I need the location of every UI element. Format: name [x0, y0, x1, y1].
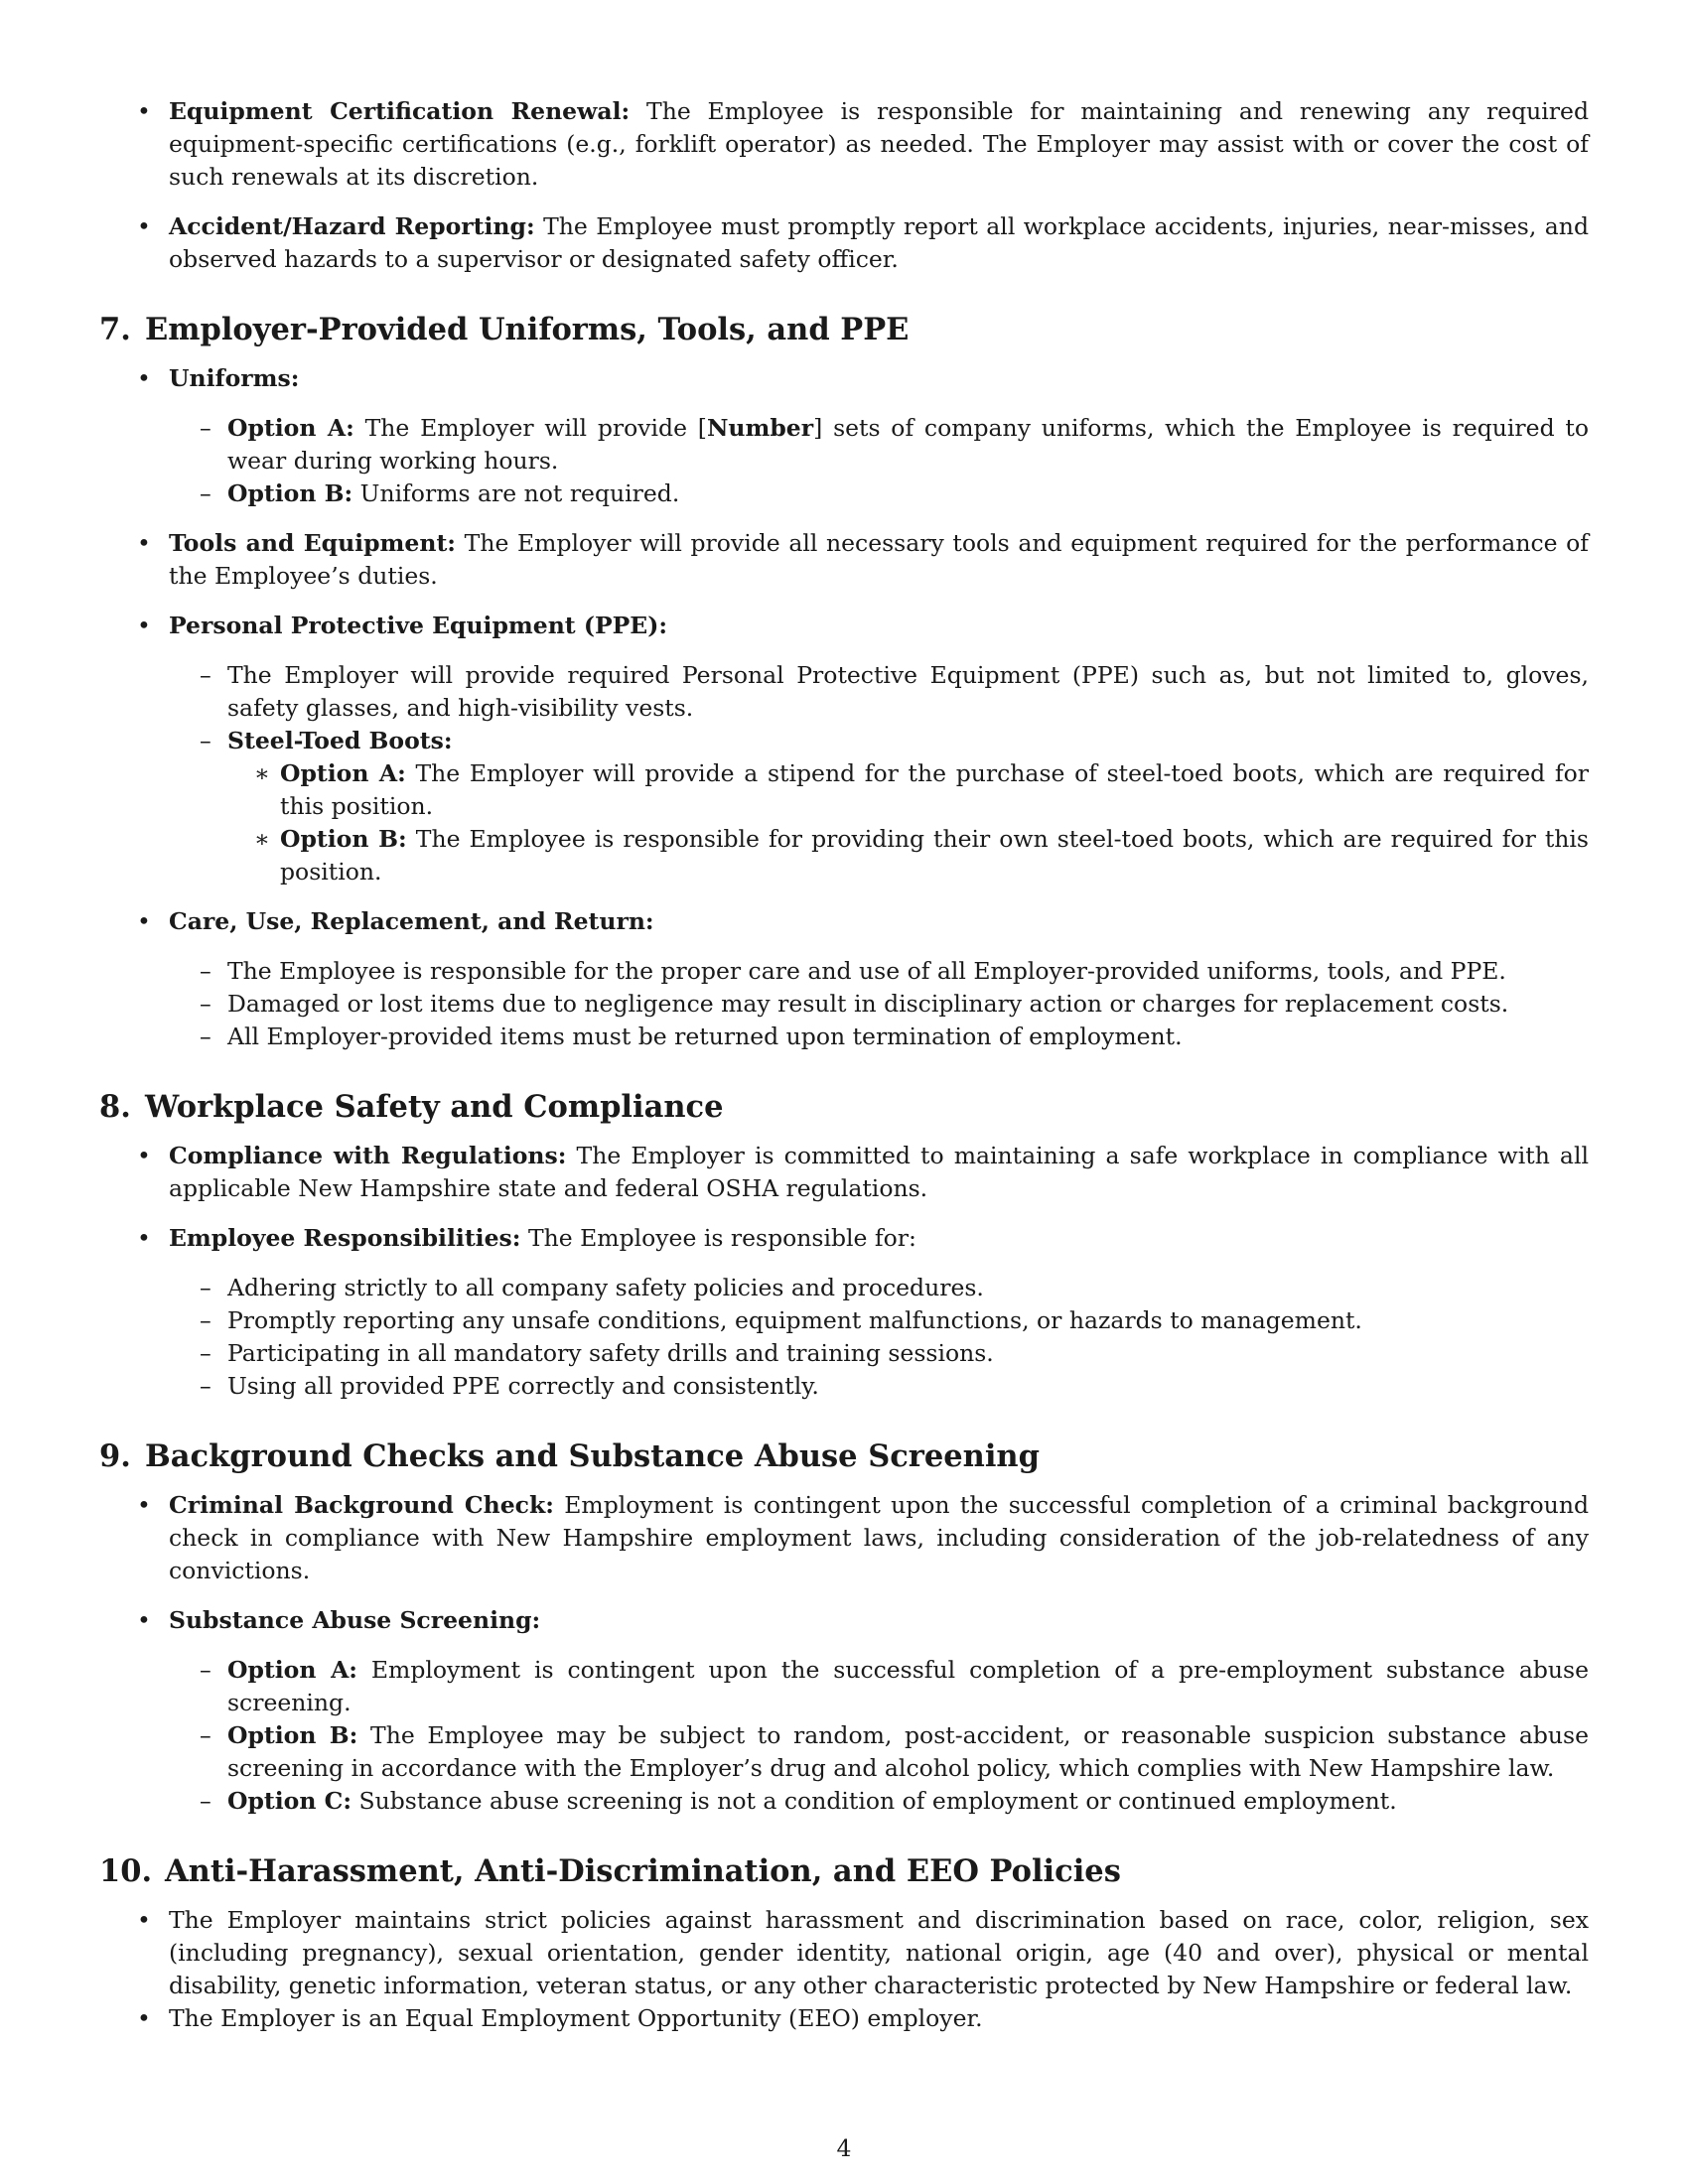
item-text: The Employer is committed to maintaining a safe workplace in compliance with all applicable New Hampshire state and federal OSHA regulations. [169, 1142, 1589, 1202]
intro-list [99, 95, 1589, 276]
sub-list-item [169, 1654, 1589, 1719]
sub-list-item [169, 1785, 1589, 1818]
option-text: Employment is contingent upon the successful completion of a pre-employment substance abuse screening. [227, 1656, 1589, 1716]
list-item: • The Employer is an Equal Employment Opportunity (EEO) employer. [99, 2002, 1589, 2035]
sub-list-item: – All Employer-provided items must be returned upon termination of employment. [169, 1021, 1589, 1053]
section-title: Background Checks and Substance Abuse Screening [145, 1438, 1040, 1474]
document-page [99, 95, 1589, 2035]
section-title: Workplace Safety and Compliance [145, 1089, 724, 1125]
sub-sub-list [227, 757, 1589, 888]
item-title: Uniforms: [169, 364, 300, 392]
option-text: Substance abuse screening is not a condition of employment or continued employment. [358, 1787, 1397, 1815]
option-label: Option C: [227, 1787, 352, 1815]
sub-list-item [169, 478, 1589, 510]
sub-list-item [169, 659, 1589, 725]
section-number: 9. [99, 1438, 131, 1474]
item-title: Criminal Background Check: [169, 1491, 554, 1519]
sub-list-item: – Damaged or lost items due to negligence may result in disciplinary action or charges for replacement costs. [169, 988, 1589, 1021]
section-heading-8 [99, 1087, 1589, 1127]
placeholder-field: Number [706, 414, 814, 442]
list-item [99, 1140, 1589, 1205]
sub-list [169, 955, 1589, 1053]
section-number: 10. [99, 1853, 153, 1889]
section-number: 7. [99, 312, 131, 347]
option-label: Option A: [227, 1656, 357, 1684]
sub-list-item [169, 1719, 1589, 1785]
list-item [99, 210, 1589, 276]
sub-list-item: – Adhering strictly to all company safety policies and procedures. [169, 1272, 1589, 1304]
section-8-list [99, 1140, 1589, 1403]
item-title: Employee Responsibilities: [169, 1224, 521, 1252]
list-item [99, 362, 1589, 510]
item-text: The Employer will provide all necessary tools and equipment required for the performance of the Employee’s duties. [169, 529, 1590, 590]
list-item [99, 905, 1589, 1053]
item-text: Employment is contingent upon the successful completion of a criminal background check in compliance with New Hampshire employment laws, including consideration of the job-relatedness of any convictions. [169, 1491, 1589, 1584]
sub-list-item [169, 725, 1589, 888]
page-number: 4 [836, 2134, 852, 2162]
section-title: Employer-Provided Uniforms, Tools, and PPE [145, 312, 910, 347]
sub-list [169, 659, 1589, 888]
section-number: 8. [99, 1089, 131, 1125]
item-title: Care, Use, Replacement, and Return: [169, 907, 654, 935]
option-text: ] sets of company uniforms, which the Employee is required to wear during working hours. [227, 414, 1589, 475]
option-text: The Employer will provide [ [364, 414, 707, 442]
option-text: The Employee is responsible for providing their own steel-toed boots, which are required for this position. [280, 825, 1589, 886]
sub-list [169, 1654, 1589, 1818]
sub-list [169, 1272, 1589, 1403]
list-item [99, 527, 1589, 593]
sub-list-item: – Participating in all mandatory safety drills and training sessions. [169, 1337, 1589, 1370]
item-title: Compliance with Regulations: [169, 1142, 567, 1169]
section-9-list [99, 1489, 1589, 1818]
item-title: Steel-Toed Boots: [227, 727, 453, 754]
section-heading-7 [99, 310, 1589, 349]
sub-sub-list-item [227, 757, 1589, 823]
list-item: • The Employer maintains strict policies against harassment and discrimination based on race, color, religion, sex (including pregnancy), sexual orientation, gender identity, national origin, age (40 and over), physical or mental disability, genetic information, veteran status, or any other characteristic protected by New Hampshire or federal law. [99, 1904, 1589, 2002]
option-label: Option B: [227, 479, 353, 507]
sub-list-item: – The Employee is responsible for the proper care and use of all Employer-provided uniforms, tools, and PPE. [169, 955, 1589, 988]
item-text: The Employee is responsible for maintaining and renewing any required equipment-specific certifications (e.g., forklift operator) as needed. The Employer may assist with or cover the cost of such renewals at its discretion. [169, 97, 1589, 191]
item-title: Equipment Certification Renewal: [169, 97, 631, 125]
list-item [99, 1489, 1589, 1587]
section-heading-10 [99, 1851, 1589, 1891]
sub-sub-list-item [227, 823, 1589, 888]
list-item [99, 1222, 1589, 1403]
item-title: Personal Protective Equipment (PPE): [169, 612, 668, 639]
sub-list [169, 412, 1589, 510]
section-title: Anti-Harassment, Anti-Discrimination, and EEO Policies [165, 1853, 1121, 1889]
option-label: Option A: [280, 759, 406, 787]
option-label: Option A: [227, 414, 354, 442]
list-item [99, 610, 1589, 888]
sub-list-item: – Promptly reporting any unsafe conditions, equipment malfunctions, or hazards to management. [169, 1304, 1589, 1337]
sub-list-item [169, 412, 1589, 478]
list-item [99, 95, 1589, 194]
sub-list-item: – Using all provided PPE correctly and consistently. [169, 1370, 1589, 1403]
item-text: The Employee must promptly report all workplace accidents, injuries, near-misses, and observed hazards to a supervisor or designated safety officer. [169, 212, 1589, 273]
option-text: The Employer will provide a stipend for the purchase of steel-toed boots, which are required for this position. [280, 759, 1589, 820]
section-7-list [99, 362, 1589, 1053]
item-text: The Employer will provide required Personal Protective Equipment (PPE) such as, but not limited to, gloves, safety glasses, and high-visibility vests. [227, 661, 1589, 722]
item-text: The Employee is responsible for: [527, 1224, 916, 1252]
section-heading-9 [99, 1436, 1589, 1476]
item-title: Accident/Hazard Reporting: [169, 212, 535, 240]
option-text: The Employee may be subject to random, post-accident, or reasonable suspicion substance abuse screening in accordance with the Employer’s drug and alcohol policy, which complies with New Hampshire law. [227, 1721, 1589, 1782]
option-text: Uniforms are not required. [359, 479, 680, 507]
section-10-list [99, 1904, 1589, 2035]
item-title: Tools and Equipment: [169, 529, 456, 557]
list-item [99, 1604, 1589, 1818]
option-label: Option B: [227, 1721, 358, 1749]
item-title: Substance Abuse Screening: [169, 1606, 541, 1634]
option-label: Option B: [280, 825, 407, 853]
